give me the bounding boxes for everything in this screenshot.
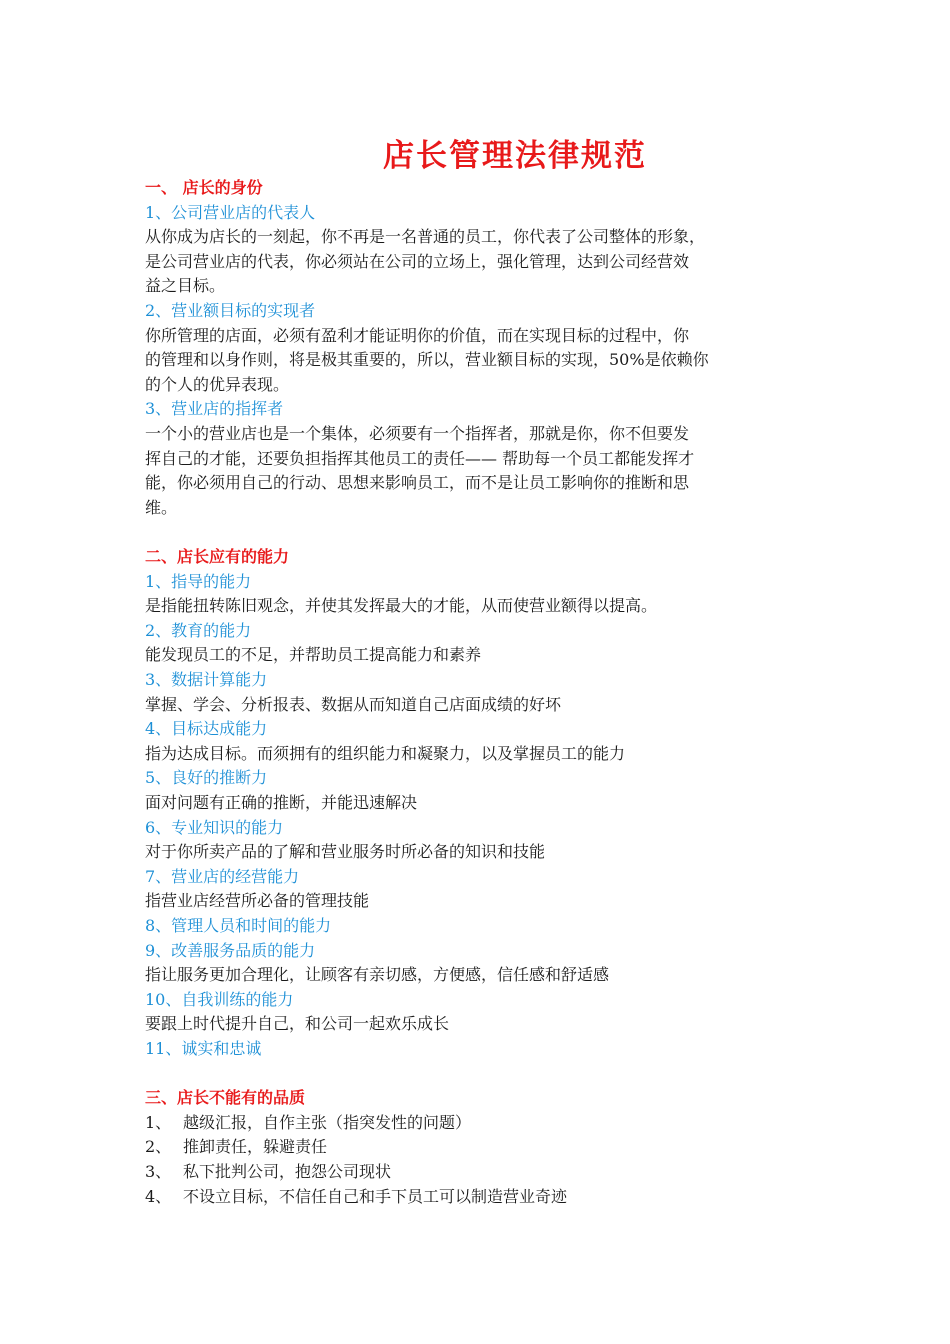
subheading: 2、营业额目标的实现者 bbox=[145, 301, 316, 320]
subheading: 7、营业店的经营能力 bbox=[145, 866, 300, 886]
paragraph-line: 的个人的优异表现。 bbox=[145, 374, 290, 394]
subheading: 9、改善服务品质的能力 bbox=[145, 940, 316, 960]
list-item-text: 私下批判公司，抱怨公司现状 bbox=[183, 1162, 392, 1181]
paragraph-line: 益之目标。 bbox=[145, 276, 226, 296]
paragraph-line: 对于你所卖产品的了解和营业服务时所必备的知识和技能 bbox=[145, 842, 546, 862]
paragraph-line: 指让服务更加合理化，让顾客有亲切感，方便感，信任感和舒适感 bbox=[145, 965, 610, 985]
subheading: 1、指导的能力 bbox=[145, 571, 252, 591]
paragraph-line: 指营业店经营所必备的管理技能 bbox=[145, 891, 370, 911]
paragraph-line: 指为达成目标。而须拥有的组织能力和凝聚力，以及掌握员工的能力 bbox=[145, 743, 626, 763]
paragraph-line: 维。 bbox=[145, 497, 178, 517]
section-heading: 一、 店长的身份 bbox=[145, 178, 263, 197]
subheading: 10、自我训练的能力 bbox=[145, 989, 294, 1009]
paragraph-line: 挥自己的才能，还要负担指挥其他员工的责任—— 帮助每一个员工都能发挥才 bbox=[145, 448, 695, 468]
list-item-number: 2、 bbox=[145, 1137, 172, 1157]
section-heading: 三、店长不能有的品质 bbox=[145, 1088, 306, 1108]
paragraph-line: 是指能扭转陈旧观念，并使其发挥最大的才能，从而使营业额得以提高。 bbox=[145, 596, 658, 616]
paragraph-line: 的管理和以身作则，将是极其重要的，所以，营业额目标的实现，50%是依赖你 bbox=[145, 350, 709, 370]
list-item bbox=[145, 1111, 825, 1136]
list-item bbox=[145, 1160, 825, 1185]
list-item bbox=[145, 1135, 825, 1160]
list-item-text: 越级汇报，自作主张（指突发性的问题） bbox=[183, 1112, 472, 1132]
list-item-text: 推卸责任，躲避责任 bbox=[183, 1137, 328, 1157]
subheading: 2、教育的能力 bbox=[145, 620, 252, 640]
list-item-text: 不设立目标，不信任自己和手下员工可以制造营业奇迹 bbox=[183, 1186, 568, 1206]
paragraph-line: 面对问题有正确的推断，并能迅速解决 bbox=[145, 793, 418, 812]
paragraph-line: 你所管理的店面，必须有盈利才能证明你的价值，而在实现目标的过程中，你 bbox=[145, 325, 690, 345]
list-item-number: 1、 bbox=[145, 1112, 172, 1132]
subheading: 11、诚实和忠诚 bbox=[145, 1039, 262, 1058]
subheading: 3、数据计算能力 bbox=[145, 670, 268, 689]
subheading: 6、专业知识的能力 bbox=[145, 817, 284, 837]
list-item bbox=[145, 1185, 825, 1210]
subheading: 4、目标达成能力 bbox=[145, 719, 268, 739]
subheading: 3、营业店的指挥者 bbox=[145, 399, 284, 419]
paragraph-line: 是公司营业店的代表，你必须站在公司的立场上，强化管理，达到公司经营效 bbox=[145, 251, 690, 271]
document-title: 店长管理法律规范 bbox=[383, 138, 647, 174]
paragraph-line: 一个小的营业店也是一个集体，必须要有一个指挥者，那就是你，你不但要发 bbox=[145, 424, 690, 443]
section-heading: 二、店长应有的能力 bbox=[145, 547, 290, 566]
paragraph-line: 能发现员工的不足，并帮助员工提高能力和素养 bbox=[145, 645, 482, 665]
paragraph-line: 要跟上时代提升自己，和公司一起欢乐成长 bbox=[145, 1014, 450, 1034]
subheading: 5、良好的推断力 bbox=[145, 768, 268, 788]
subheading: 8、管理人员和时间的能力 bbox=[145, 916, 332, 935]
paragraph-line: 掌握、学会、分析报表、数据从而知道自己店面成绩的好坏 bbox=[145, 694, 562, 714]
subheading: 1、公司营业店的代表人 bbox=[145, 202, 316, 222]
paragraph-line: 从你成为店长的一刻起，你不再是一名普通的员工，你代表了公司整体的形象， bbox=[145, 227, 706, 247]
list-item-number: 3、 bbox=[145, 1162, 172, 1181]
list-item-number: 4、 bbox=[145, 1186, 172, 1206]
paragraph-line: 能，你必须用自己的行动、思想来影响员工，而不是让员工影响你的推断和思 bbox=[145, 473, 690, 493]
